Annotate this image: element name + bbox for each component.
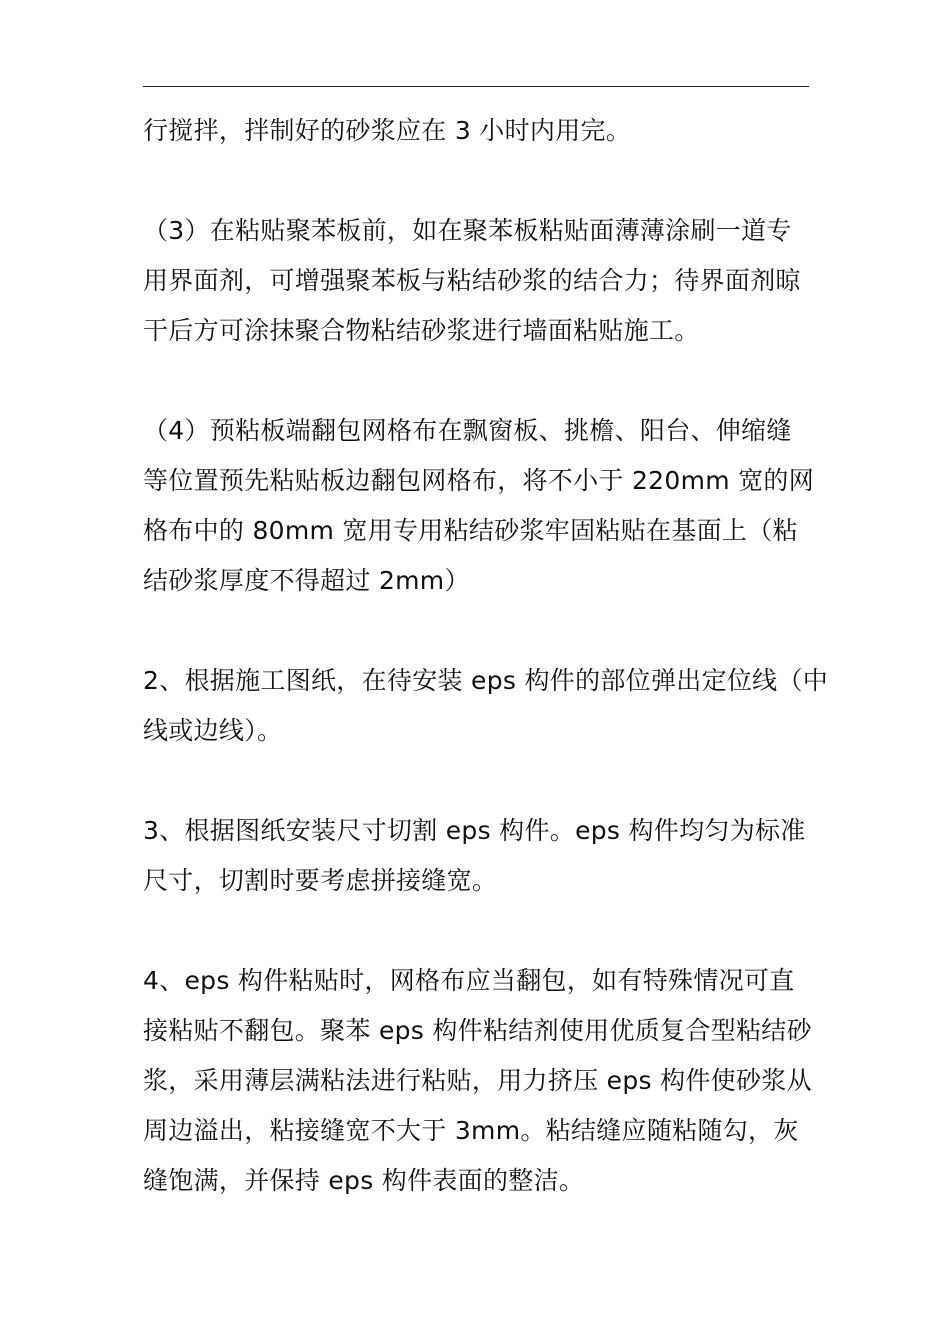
- text-line: 浆，采用薄层满粘法进行粘贴，用力挤压 eps 构件使砂浆从: [143, 1066, 812, 1095]
- text-line: 用界面剂，可增强聚苯板与粘结砂浆的结合力；待界面剂晾: [143, 266, 801, 295]
- paragraph: [143, 406, 823, 606]
- paragraph: [143, 206, 823, 356]
- text-line: 结砂浆厚度不得超过 2mm）: [143, 566, 470, 595]
- text-line: （4）预粘板端翻包网格布在飘窗板、挑檐、阳台、伸缩缝: [143, 416, 792, 445]
- paragraph: [143, 106, 823, 156]
- text-line: 格布中的 80mm 宽用专用粘结砂浆牢固粘贴在基面上（粘: [143, 516, 798, 545]
- text-line: 干后方可涂抹聚合物粘结砂浆进行墙面粘贴施工。: [143, 316, 700, 345]
- paragraph: [143, 806, 823, 906]
- paragraph: [143, 956, 823, 1206]
- text-line: 等位置预先粘贴板边翻包网格布，将不小于 220mm 宽的网: [143, 466, 815, 495]
- paragraph: [143, 656, 829, 756]
- text-line: 尺寸，切割时要考虑拼接缝宽。: [143, 866, 498, 895]
- text-line: 3、根据图纸安装尺寸切割 eps 构件。eps 构件均匀为标准: [143, 816, 806, 845]
- text-line: （3）在粘贴聚苯板前，如在聚苯板粘贴面薄薄涂刷一道专: [143, 216, 792, 245]
- text-line: 周边溢出，粘接缝宽不大于 3mm。粘结缝应随粘随勾，灰: [143, 1116, 799, 1145]
- text-line: 4、eps 构件粘贴时，网格布应当翻包，如有特殊情况可直: [143, 966, 795, 995]
- text-line: 2、根据施工图纸，在待安装 eps 构件的部位弹出定位线（中: [143, 666, 829, 695]
- text-line: 线或边线）。: [143, 716, 283, 745]
- document-body: [143, 106, 829, 1256]
- text-line: 接粘贴不翻包。聚苯 eps 构件粘结剂使用优质复合型粘结砂: [143, 1016, 812, 1045]
- text-line: 行搅拌，拌制好的砂浆应在 3 小时内用完。: [143, 116, 632, 145]
- header-rule: [143, 86, 809, 87]
- text-line: 缝饱满，并保持 eps 构件表面的整洁。: [143, 1166, 585, 1195]
